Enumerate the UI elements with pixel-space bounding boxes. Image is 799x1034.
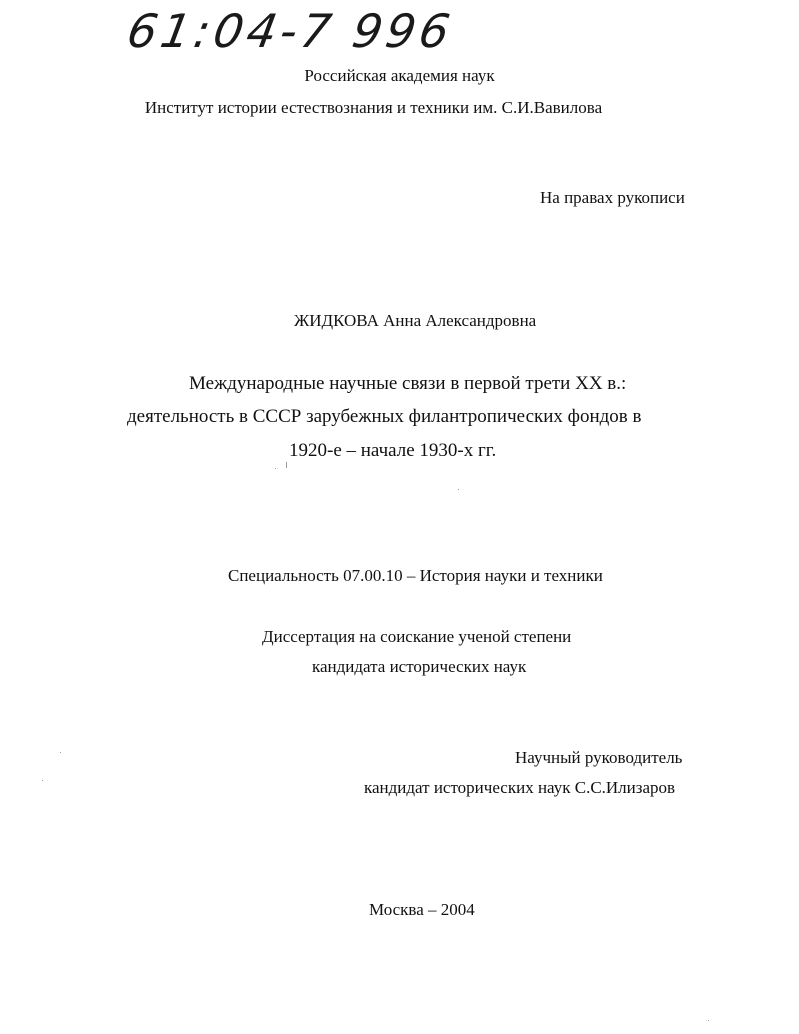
- specialty: Специальность 07.00.10 – История науки и техники: [228, 566, 603, 585]
- place-year: Москва – 2004: [369, 900, 475, 919]
- author-name: ЖИДКОВА Анна Александровна: [294, 311, 537, 330]
- supervisor-name: кандидат исторических наук С.С.Илизаров: [364, 778, 676, 797]
- scan-speck: [42, 780, 43, 781]
- institute-name: Институт истории естествознания и техники им. С.И.Вавилова: [144, 98, 603, 117]
- scan-speck: [275, 468, 276, 469]
- degree-line-2: кандидата исторических наук: [312, 657, 527, 676]
- manuscript-rights: На правах рукописи: [540, 188, 685, 207]
- scan-speck: [286, 462, 287, 468]
- scan-speck: [708, 1020, 709, 1021]
- handwritten-archive-number: 61:04-7 996: [123, 4, 458, 58]
- degree-line-1: Диссертация на соискание ученой степени: [262, 627, 572, 646]
- dissertation-title-line-2: деятельность в СССР зарубежных филантропических фондов в: [127, 406, 642, 427]
- dissertation-title-line-3: 1920-е – начале 1930-х гг.: [289, 440, 497, 461]
- scan-speck: [458, 489, 459, 490]
- supervisor-label: Научный руководитель: [515, 748, 683, 767]
- scan-speck: [60, 752, 61, 753]
- academy-name: Российская академия наук: [304, 66, 495, 85]
- dissertation-title-line-1: Международные научные связи в первой трети XX в.:: [189, 373, 627, 394]
